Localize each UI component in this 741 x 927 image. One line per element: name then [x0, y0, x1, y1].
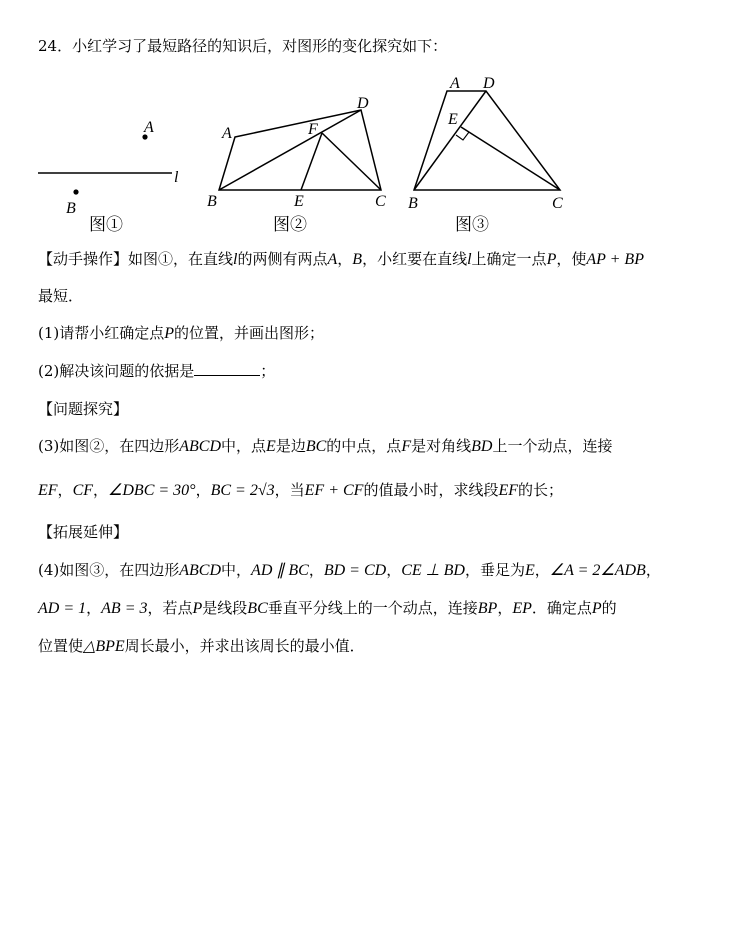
text: (2)解决该问题的依据是 — [38, 362, 195, 380]
math-p: P — [164, 325, 175, 342]
question-3-line-2 — [38, 480, 563, 501]
question-header-text: 24．小红学习了最短路径的知识后，对图形的变化探究如下： — [38, 37, 448, 55]
math: EF — [498, 482, 518, 499]
right-angle-mark — [456, 132, 469, 140]
caption-2: 图② — [273, 215, 307, 235]
math: F — [401, 438, 412, 455]
operation-line-1 — [38, 249, 644, 270]
math: BC — [305, 438, 327, 455]
question-4-line-2 — [38, 598, 617, 619]
answer-blank[interactable] — [194, 361, 260, 376]
text: ， — [645, 561, 661, 579]
math-l: l — [233, 251, 238, 268]
text: ， — [57, 481, 73, 499]
math: P — [192, 600, 203, 617]
caption-3: 图③ — [455, 215, 489, 235]
label-d: D — [357, 95, 369, 112]
text: ， — [195, 481, 211, 499]
label-c: C — [552, 195, 563, 212]
text: 的两侧有两点 — [237, 250, 328, 268]
label-d: D — [483, 75, 495, 92]
text: ， — [86, 599, 102, 617]
math: AB = 3 — [101, 600, 148, 617]
text: ，垂足为 — [464, 561, 525, 579]
question-1 — [38, 323, 324, 344]
quad-abcd — [414, 91, 560, 190]
text: ， — [93, 481, 109, 499]
text: 位置使 — [38, 637, 84, 655]
text: ，小红要在直线 — [362, 250, 468, 268]
caption-1: 图① — [89, 215, 123, 235]
text: 是线段 — [202, 599, 248, 617]
text: 【拓展延伸】 — [38, 523, 129, 541]
text: ．确定点 — [531, 599, 592, 617]
section-title-operation: 【动手操作】 — [38, 250, 129, 268]
text: 上一个动点，连接 — [492, 437, 613, 455]
math: EF + CF — [304, 482, 364, 499]
math: EP — [512, 600, 532, 617]
label-b: B — [66, 200, 76, 217]
math-a: A — [327, 251, 338, 268]
math: AD = 1 — [38, 600, 87, 617]
math: △BPE — [83, 638, 125, 655]
math: BP — [477, 600, 498, 617]
text: 如图①，在直线 — [128, 250, 234, 268]
figures-svg — [0, 66, 741, 246]
text: 的长； — [518, 481, 564, 499]
text: 的中点，点 — [326, 437, 402, 455]
text: 上确定一点 — [471, 250, 547, 268]
question-3-line-1 — [38, 436, 612, 457]
text: ， — [534, 561, 550, 579]
text: 是边 — [275, 437, 306, 455]
math: BD = CD — [323, 562, 387, 579]
text: 的 — [601, 599, 617, 617]
math: CF — [72, 482, 94, 499]
question-2 — [38, 361, 275, 381]
math-p: P — [546, 251, 557, 268]
text: ， — [308, 561, 324, 579]
figure-1 — [38, 119, 179, 235]
text: (3)如图②，在四边形 — [38, 437, 180, 455]
text: 最短． — [38, 287, 84, 305]
figure-3-labels — [408, 75, 563, 235]
text: 垂直平分线上的一个动点，连接 — [267, 599, 478, 617]
label-e: E — [294, 193, 304, 210]
text: 【问题探究】 — [38, 400, 129, 418]
math: EF — [38, 482, 58, 499]
text: ，若点 — [147, 599, 193, 617]
math: P — [591, 600, 602, 617]
diagonal-bd — [414, 91, 486, 190]
math: E — [524, 562, 535, 579]
math: E — [266, 438, 276, 455]
math-b: B — [352, 251, 363, 268]
figure-2 — [219, 110, 381, 190]
label-l: l — [174, 169, 179, 186]
section-title-explore — [38, 399, 128, 419]
text: ， — [497, 599, 513, 617]
segment-cf — [322, 133, 381, 190]
text: 周长最小，并求出该周长的最小值． — [124, 637, 365, 655]
text: 中， — [221, 561, 252, 579]
text: ，当 — [274, 481, 305, 499]
section-title-extend — [38, 522, 128, 542]
math-l: l — [467, 251, 472, 268]
math: ABCD — [179, 562, 222, 579]
text: 中，点 — [221, 437, 267, 455]
question-4-line-1 — [38, 560, 661, 581]
figure-2-labels — [207, 95, 386, 235]
figures-row — [0, 66, 741, 246]
math: ABCD — [179, 438, 222, 455]
label-c: C — [375, 193, 386, 210]
label-e: E — [448, 111, 458, 128]
point-b — [73, 189, 78, 194]
text: 的位置，并画出图形； — [174, 324, 325, 342]
label-f: F — [308, 121, 318, 138]
label-a: A — [144, 119, 154, 136]
math: BD — [471, 438, 493, 455]
text: 的值最小时，求线段 — [363, 481, 499, 499]
math: ∠A = 2∠ADB — [549, 562, 646, 579]
math: AD ∥ BC — [251, 562, 309, 579]
label-a: A — [450, 75, 460, 92]
question-4-line-3 — [38, 636, 365, 657]
figure-3 — [414, 91, 560, 190]
operation-line-2 — [38, 286, 83, 306]
label-a: A — [222, 125, 232, 142]
text: ， — [337, 250, 353, 268]
segment-ce — [461, 127, 560, 190]
math: BC — [247, 600, 268, 617]
text: ， — [386, 561, 402, 579]
label-b: B — [408, 195, 418, 212]
question-header — [38, 36, 447, 56]
label-b: B — [207, 193, 217, 210]
math: ∠DBC = 30° — [108, 482, 196, 499]
text: ； — [260, 362, 276, 380]
text: 是对角线 — [411, 437, 472, 455]
text: (4)如图③，在四边形 — [38, 561, 180, 579]
math-expr: AP + BP — [586, 251, 644, 268]
text: ，使 — [556, 250, 587, 268]
quad-abcd — [219, 110, 381, 190]
text: (1)请帮小红确定点 — [38, 324, 165, 342]
math: CE ⊥ BD — [401, 562, 465, 579]
math: BC = 2√3 — [210, 482, 275, 499]
